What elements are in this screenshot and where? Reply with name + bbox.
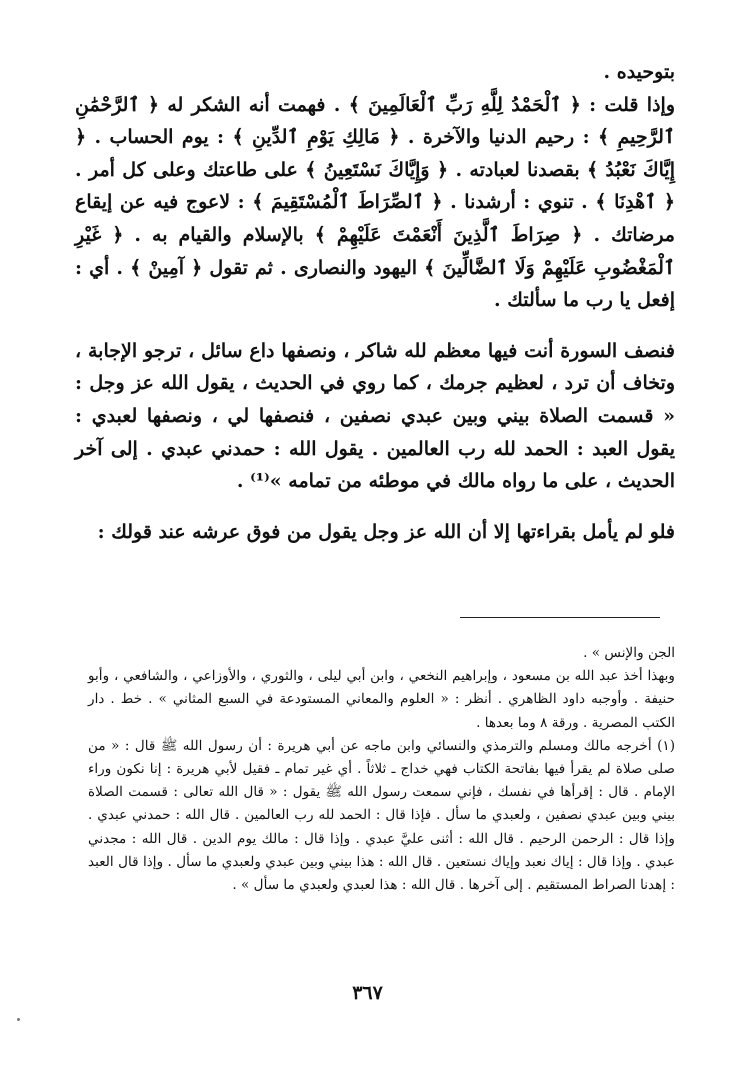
footnote-1: (١) أخرجه مالك ومسلم والترمذي والنسائي وابن ماجه عن أبي هريرة : أن رسول الله ﷺ قال : « من صلى صلاة لم يقرأ فيها بفاتحة الكتاب فهي خداج ـ ثلاثاً . أي غير تمام ـ فقيل لأبي هريرة : إنا نكون وراء الإمام . قال : إقرأها في نفسك ، فإني سمعت رسول الله ﷺ يقول : « قال الله تعالى : قسمت الصلاة بيني وبين عبدي نصفين ، ولعبدي ما سأل . فإذا قال : الحمد لله رب العالمين . قال الله : حمدني عبدي . وإذا قال : الرحمن الرحيم . قال الله : أثنى عليَّ عبدي . وإذا قال : مالك يوم الدين . قال الله : مجدني عبدي . وإذا قال : إياك نعبد وإياك نستعين . قال الله : هذا بيني وبين عبدي ولعبدي ما سأل . وإذا قال العبد : إهدنا الصراط المستقيم . إلى آخرها . قال الله : هذا لعبدي ولعبدي ما سأل » . (88, 737, 675, 894)
main-text (75, 56, 675, 548)
paragraph-fatiha-explanation: وإذا قلت : ﴿ ٱلْحَمْدُ لِلَّهِ رَبِّ ٱلْعَالَمِينَ ﴾ . فهمت أنه الشكر له ﴿ ٱلرَّحْمَٰنِ ٱلرَّحِيمِ ﴾ : رحيم الدنيا والآخرة . ﴿ مَالِكِ يَوْمِ ٱلدِّينِ ﴾ : يوم الحساب . ﴿ إِيَّاكَ نَعْبُدُ ﴾ بقصدنا لعبادته . ﴿ وَإِيَّاكَ نَسْتَعِينُ ﴾ على طاعتك وعلى كل أمر . ﴿ ٱهْدِنَا ﴾ . تنوي : أرشدنا . ﴿ ٱلصِّرَاطَ ٱلْمُسْتَقِيمَ ﴾ : لاعوج فيه عن إيقاع مرضاتك . ﴿ صِرَاطَ ٱلَّذِينَ أَنْعَمْتَ عَلَيْهِمْ ﴾ بالإسلام والقيام به . ﴿ غَيْرِ ٱلْمَغْضُوبِ عَلَيْهِمْ وَلَا ٱلضَّالِّينَ ﴾ اليهود والنصارى . ثم تقول ﴿ آمِينْ ﴾ . أي : إفعل يا رب ما سألتك . (75, 93, 675, 312)
paragraph-half-surah: فنصف السورة أنت فيها معظم لله شاكر ، ونصفها داع سائل ، ترجو الإجابة ، وتخاف أن ترد ، لعظيم جرمك ، كما روي في الحديث ، يقول الله عز وجل : « قسمت الصلاة بيني وبين عبدي نصفين ، فنصفها لي ، ونصفها لعبدي : يقول العبد : الحمد لله رب العالمين . يقول الله : حمدني عبدي . إلى آخر الحديث ، على ما رواه مالك في موطئه من تمامه »⁽¹⁾ . (75, 339, 675, 493)
footnotes (88, 642, 675, 897)
paragraph-conclusion: فلو لم يأمل بقراءتها إلا أن الله عز وجل يقول من فوق عرشه عند قولك : (97, 520, 675, 543)
scan-speck (17, 1018, 20, 1021)
continuation-line: بتوحيده . (603, 61, 675, 83)
footnote-opinions: وبهذا أخذ عبد الله بن مسعود ، وإبراهيم النخعي ، وابن أبي ليلى ، والثوري ، والأوزاعي ، والشافعي ، وأبو حنيفة . وأوجبه داود الظاهري . أنظر : « العلوم والمعاني المستودعة في السبع المثاني » . خط . دار الكتب المصرية . ورقة ٨ وما بعدها . (88, 668, 675, 731)
footnote-continuation: الجن والإنس » . (583, 645, 675, 661)
page-number: ٣٦٧ (352, 982, 383, 1004)
footnote-divider (460, 617, 660, 618)
